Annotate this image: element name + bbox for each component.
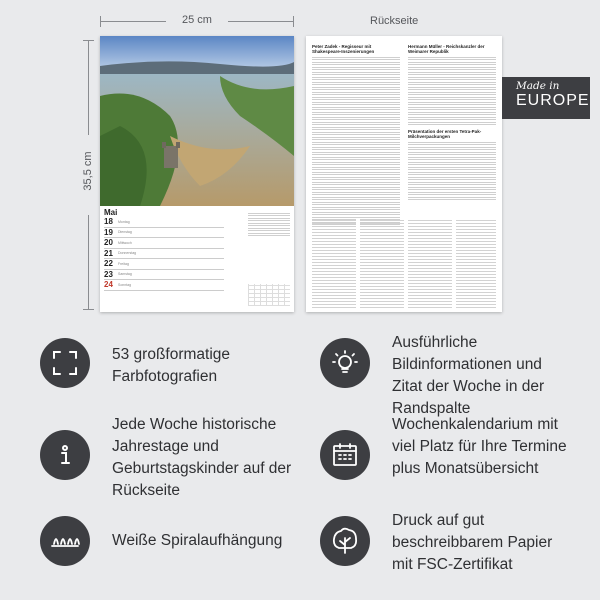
width-dimension (100, 12, 294, 30)
week-row-21: 21 Donnerstag (104, 249, 224, 260)
week-row-18: 18 Montag (104, 217, 224, 228)
week-row-24: 24 Sonntag (104, 280, 224, 291)
week-row-23: 23 Samstag (104, 270, 224, 281)
week-row-22: 22 Freitag (104, 259, 224, 270)
focus-frame-icon (40, 338, 90, 388)
feature-info-text: Ausführliche Bildinformationen und Zitat der Woche in der Randspalte (392, 334, 545, 417)
info-icon (40, 430, 90, 480)
week-planner (104, 208, 224, 308)
calendar-back-page (306, 36, 502, 312)
feature-calendar-text: Wochenkalendarium mit viel Platz für Ihre Termine plus Monatsübersicht (392, 416, 567, 477)
spiral-icon (40, 516, 90, 566)
calendar-front-page (100, 36, 294, 312)
landscape-photo (100, 36, 294, 206)
back-side-label: Rückseite (370, 15, 419, 27)
height-label: 35,5 cm (82, 151, 94, 191)
badge-made-text: Made in (516, 80, 560, 92)
back-heading-left: Peter Zadek - Regisseur mit Shakespeare-Inszenierungen (312, 44, 375, 54)
height-dimension (80, 40, 98, 310)
back-heading-right: Hermann Müller - Reichskanzler der Weimarer Republik (408, 44, 485, 54)
week-row-20: 20 Mittwoch (104, 238, 224, 249)
calendar-icon (320, 430, 370, 480)
month-overview (248, 284, 290, 306)
feature-photos-text: 53 großformatige Farbfotografien (112, 346, 231, 385)
lightbulb-icon (320, 338, 370, 388)
birthdays-list (312, 218, 496, 308)
back-subheading: Präsentation der ersten Tetra-Pak-Milchverpackungen (408, 129, 482, 139)
feature-history-text: Jede Woche historische Jahrestage und Geburtstagskinder auf der Rückseite (112, 416, 292, 499)
back-column-right (408, 44, 496, 201)
feature-spiral-text: Weiße Spiralaufhängung (112, 532, 283, 549)
week-row-19: 19 Dienstag (104, 228, 224, 239)
feature-paper-text: Druck auf gut beschreibbarem Papier mit FSC-Zertifikat (392, 512, 553, 573)
badge-region-text: EUROPE (516, 92, 590, 109)
tree-icon (320, 516, 370, 566)
month-title: Mai (104, 208, 118, 217)
back-column-left (312, 44, 400, 226)
made-in-europe-badge (502, 77, 590, 119)
side-column-text (248, 212, 290, 237)
width-label: 25 cm (182, 14, 212, 26)
